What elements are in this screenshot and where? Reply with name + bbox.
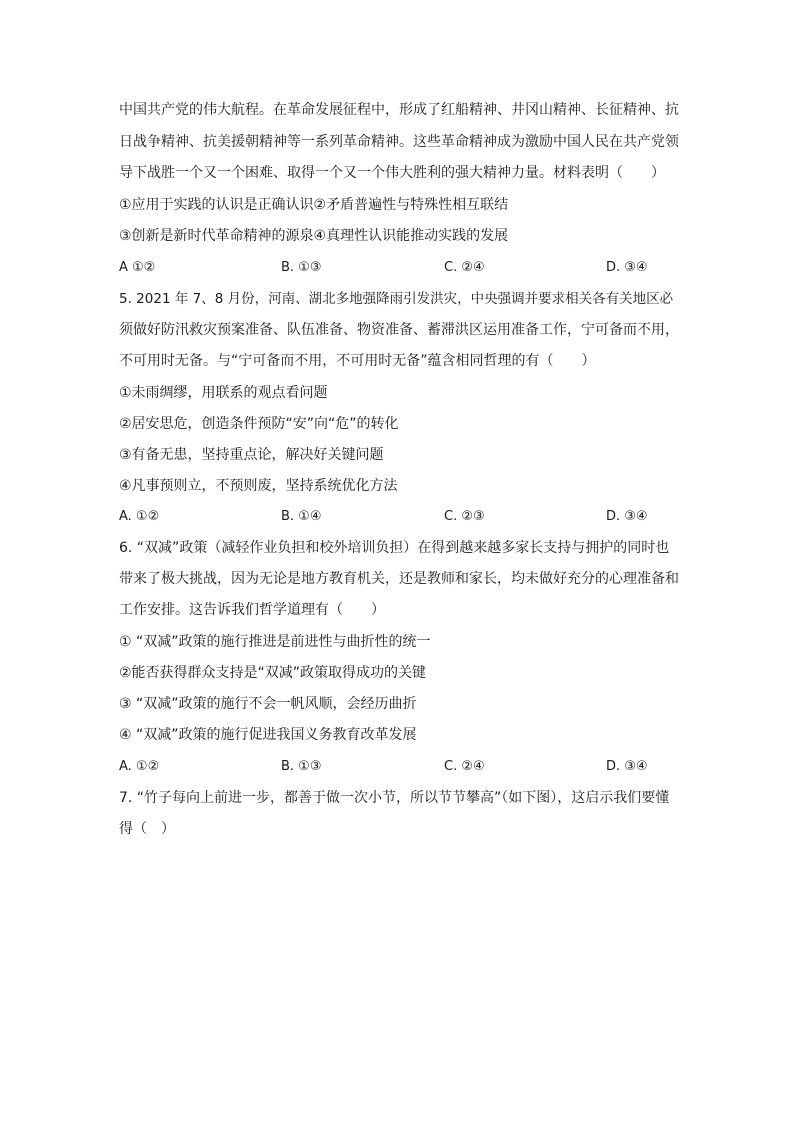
q4-option-b[interactable]: B. ①③ (281, 260, 322, 275)
q5-stem-line-3: 不可用时无备。与“宁可备而不用，不可用时无备”蕴含相同哲理的有（ ） (119, 353, 596, 369)
q6-statement-3: ③ “双减”政策的施行不会一帆风顺，会经历曲折 (119, 696, 417, 712)
q6-stem-line-3: 工作安排。这告诉我们哲学道理有（ ） (119, 602, 385, 618)
q5-option-b[interactable]: B. ①④ (281, 509, 322, 524)
q4-statement-2: ③创新是新时代革命精神的源泉④真理性认识能推动实践的发展 (119, 228, 509, 244)
q5-stem-line-1: 5. 2021 年 7、8 月份，河南、湖北多地强降雨引发洪灾，中央强调并要求相关各有关地区必 (119, 291, 674, 307)
q6-stem-line-2: 带来了极大挑战，因为无论是地方教育机关，还是教师和家长，均未做好充分的心理准备和 (119, 571, 679, 587)
q4-stem-line-1: 中国共产党的伟大航程。在革命发展征程中，形成了红船精神、井冈山精神、长征精神、抗 (119, 102, 679, 118)
q5-option-c[interactable]: C. ②③ (444, 509, 485, 524)
q6-option-c[interactable]: C. ②④ (444, 759, 485, 774)
q6-options (119, 757, 679, 777)
q4-option-d[interactable]: D. ③④ (606, 260, 648, 275)
q6-statement-2: ②能否获得群众支持是“双减”政策取得成功的关键 (119, 665, 427, 681)
q7-stem-line-2: 得（ ） (119, 821, 175, 837)
q6-option-a[interactable]: A. ①② (119, 759, 160, 774)
q4-options (119, 258, 679, 278)
q4-option-c[interactable]: C. ②④ (444, 260, 485, 275)
q6-option-b[interactable]: B. ①③ (281, 759, 322, 774)
q6-statement-4: ④ “双减”政策的施行促进我国义务教育改革发展 (119, 727, 417, 743)
q4-statement-1: ①应用于实践的认识是正确认识②矛盾普遍性与特殊性相互联结 (119, 197, 509, 213)
q4-stem-line-3: 导下战胜一个又一个困难、取得一个又一个伟大胜利的强大精神力量。材料表明（ ） (119, 165, 665, 181)
q5-options (119, 507, 679, 527)
q5-option-a[interactable]: A. ①② (119, 509, 160, 524)
q6-statement-1: ① “双减”政策的施行推进是前进性与曲折性的统一 (119, 634, 431, 650)
q5-option-d[interactable]: D. ③④ (606, 509, 648, 524)
q5-statement-2: ②居安思危，创造条件预防“安”向“危”的转化 (119, 416, 399, 432)
q4-stem-line-2: 日战争精神、抗美援朝精神等一系列革命精神。这些革命精神成为激励中国人民在共产党领 (119, 134, 679, 150)
q5-statement-1: ①未雨绸缪，用联系的观点看问题 (119, 385, 328, 401)
q5-statement-4: ④凡事预则立，不预则废，坚持系统优化方法 (119, 478, 398, 494)
q7-stem-line-1: 7. “竹子每向上前进一步，都善于做一次小节，所以节节攀高”（如下图），这启示我们要懂 (119, 790, 670, 806)
q6-option-d[interactable]: D. ③④ (606, 759, 648, 774)
q4-option-a[interactable]: A ①② (119, 260, 156, 275)
q5-statement-3: ③有备无患，坚持重点论，解决好关键问题 (119, 447, 384, 463)
q5-stem-line-2: 须做好防汛救灾预案准备、队伍准备、物资准备、蓄滞洪区运用准备工作，宁可备而不用， (119, 322, 679, 338)
q6-stem-line-1: 6. “双减”政策（减轻作业负担和校外培训负担）在得到越来越多家长支持与拥护的同时也 (119, 540, 670, 556)
